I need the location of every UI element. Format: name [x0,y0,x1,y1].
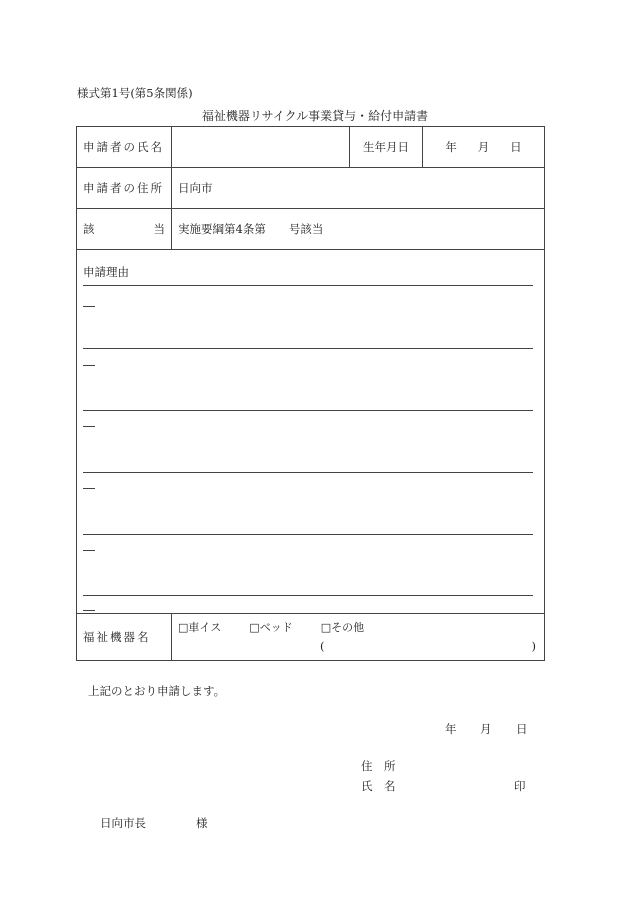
signer-address-label: 住 所 [361,759,396,773]
reason-line [83,595,533,596]
declaration-text: 上記のとおり申請します。 [88,684,226,698]
applicant-address-field[interactable]: 日向市 [172,168,545,209]
applicable-row [77,209,545,250]
birth-day-unit: 日 [510,140,522,154]
seal-mark: 印 [514,779,526,793]
reason-dash [83,550,95,551]
reason-field[interactable] [77,250,545,614]
reason-line [83,348,533,349]
equipment-choice-field [172,614,545,661]
applicant-name-field[interactable] [172,127,350,168]
reason-line [83,534,533,535]
form-number: 様式第1号(第5条関係) [77,86,193,100]
birth-month-unit: 月 [477,140,490,154]
equipment-row [77,614,545,661]
applicable-clause-field[interactable]: 実施要綱第4条第 号該当 [172,209,545,250]
equipment-option-bed[interactable]: □ベッド [249,621,293,634]
reason-dash [83,365,95,366]
reason-line [83,472,533,473]
reason-row [77,250,545,614]
equipment-name-label: 福祉機器名 [77,614,172,661]
sign-date-day: 日 [516,722,528,736]
applicable-label-part2: 当 [153,222,165,236]
reason-dash [83,610,95,611]
other-paren-open: ( [320,639,325,653]
document-title: 福祉機器リサイクル事業貸与・給付申請書 [201,109,429,123]
reason-dash [83,488,95,489]
other-paren-close: ) [531,639,536,653]
honorific: 様 [196,816,208,830]
applicant-name-label: 申請者の氏名 [77,127,172,168]
reason-line [83,410,533,411]
birthdate-label: 生年月日 [350,127,423,168]
application-form-table [76,126,545,661]
applicable-label [77,209,172,250]
equipment-option-wheelchair[interactable]: □車イス [178,621,222,634]
reason-line [83,285,533,286]
signer-name-label: 氏 名 [361,779,396,793]
addressee: 日向市長 [100,816,146,830]
equipment-option-other[interactable]: □その他 [320,621,365,634]
applicant-address-label: 申請者の住所 [77,168,172,209]
reason-dash [83,306,95,307]
birthdate-field[interactable] [423,127,545,168]
address-row [77,168,545,209]
reason-label: 申請理由 [83,265,129,279]
sign-date-year: 年 [445,722,457,736]
reason-dash [83,426,95,427]
name-row [77,127,545,168]
applicable-label-part1: 該 [83,222,95,236]
sign-date-month: 月 [480,722,492,736]
other-detail-field[interactable] [178,639,538,657]
birth-year-unit: 年 [445,140,457,154]
